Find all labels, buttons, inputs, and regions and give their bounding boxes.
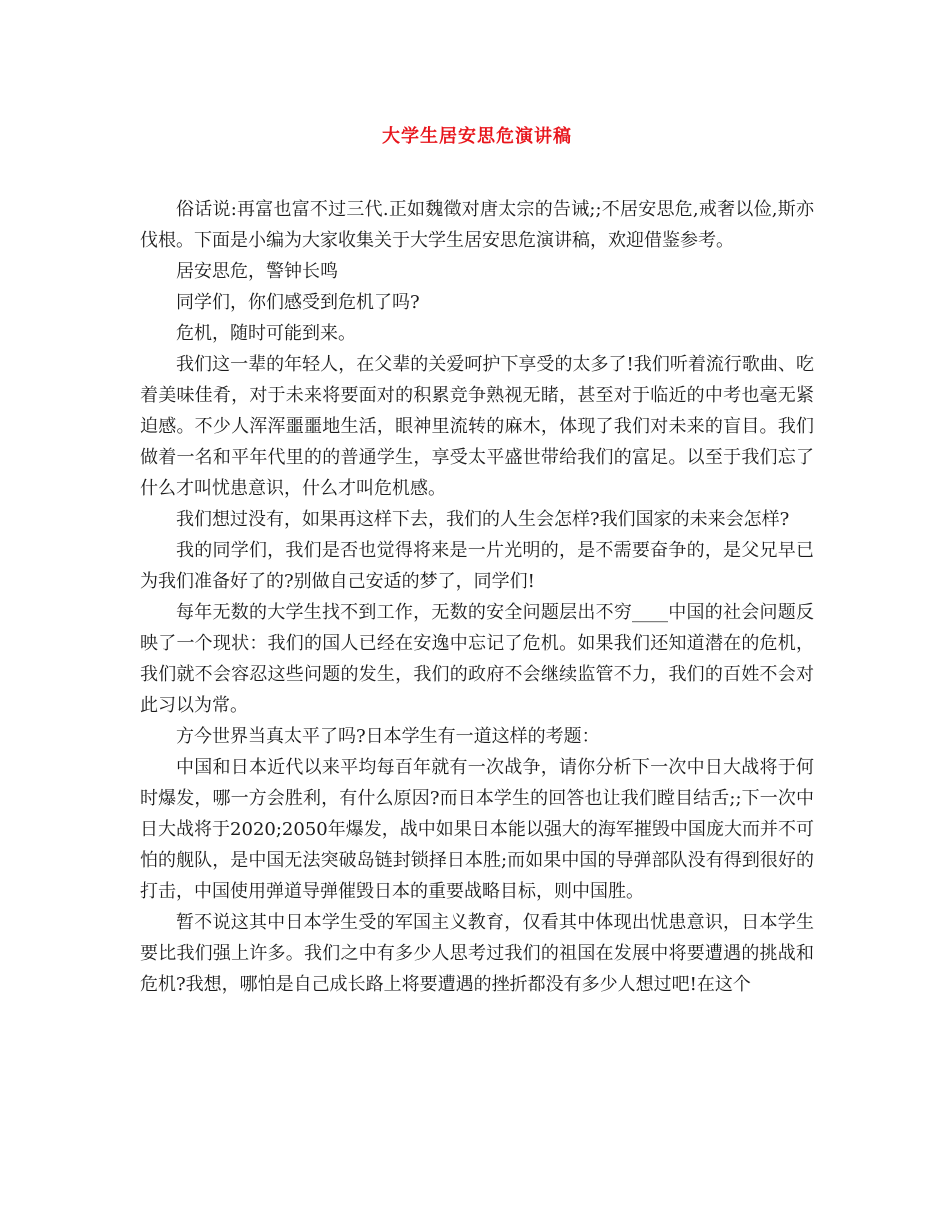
document-title: 大学生居安思危演讲稿 (382, 126, 572, 147)
paragraph-future: 我们想过没有，如果再这样下去，我们的人生会怎样?我们国家的未来会怎样? (176, 509, 790, 530)
document-body (140, 194, 814, 1000)
paragraph-youth: 我们这一辈的年轻人，在父辈的关爱呵护下享受的太多了!我们听着流行歌曲、吃着美味佳肴，对于未来将要面对的积累竞争熟视无睹，甚至对于临近的中考也毫无紧迫感。不少人浑浑噩噩地生活，眼神里流转的麻木，体现了我们对未来的盲目。我们做着一名和平年代里的的普通学生，享受太平盛世带给我们的富足。以至于我们忘了什么才叫忧患意识，什么才叫危机感。 (140, 354, 814, 499)
paragraph-social-issues: 每年无数的大学生找不到工作，无数的安全问题层出不穷____中国的社会问题反映了一个现状：我们的国人已经在安逸中忘记了危机。如果我们还知道潜在的危机，我们就不会容忍这些问题的发生，我们的政府不会继续监管不力，我们的百姓不会对此习以为常。 (140, 602, 814, 716)
paragraph-exam-question: 中国和日本近代以来平均每百年就有一次战争，请你分析下一次中日大战将于何时爆发，哪一方会胜利，有什么原因?而日本学生的回答也让我们瞠目结舌;;下一次中日大战将于2020;2050年爆发，战中如果日本能以强大的海军摧毁中国庞大而并不可怕的舰队，是中国无法突破岛链封锁择日本胜;而如果中国的导弹部队没有得到很好的打击，中国使用弹道导弹催毁日本的重要战略目标，则中国胜。 (140, 757, 814, 902)
paragraph-classmates: 我的同学们，我们是否也觉得将来是一片光明的，是不需要奋争的，是父兄早已为我们准备好了的?别做自己安适的梦了，同学们! (140, 540, 814, 592)
paragraph-awareness: 暂不说这其中日本学生受的军国主义教育，仅看其中体现出忧患意识，日本学生要比我们强上许多。我们之中有多少人思考过我们的祖国在发展中将要遭遇的挑战和危机?我想，哪怕是自己成长路上将要遭遇的挫折都没有多少人想过吧!在这个 (140, 912, 814, 995)
paragraph-slogan: 居安思危，警钟长鸣 (176, 261, 338, 282)
paragraph-intro: 俗话说:再富也富不过三代.正如魏徵对唐太宗的告诫;;不居安思危,戒奢以俭,斯亦伐根。下面是小编为大家收集关于大学生居安思危演讲稿，欢迎借鉴参考。 (140, 199, 814, 251)
paragraph-world-peace: 方今世界当真太平了吗?日本学生有一道这样的考题： (176, 726, 600, 747)
paragraph-question: 同学们，你们感受到危机了吗? (176, 292, 420, 313)
paragraph-crisis: 危机，随时可能到来。 (176, 323, 356, 344)
